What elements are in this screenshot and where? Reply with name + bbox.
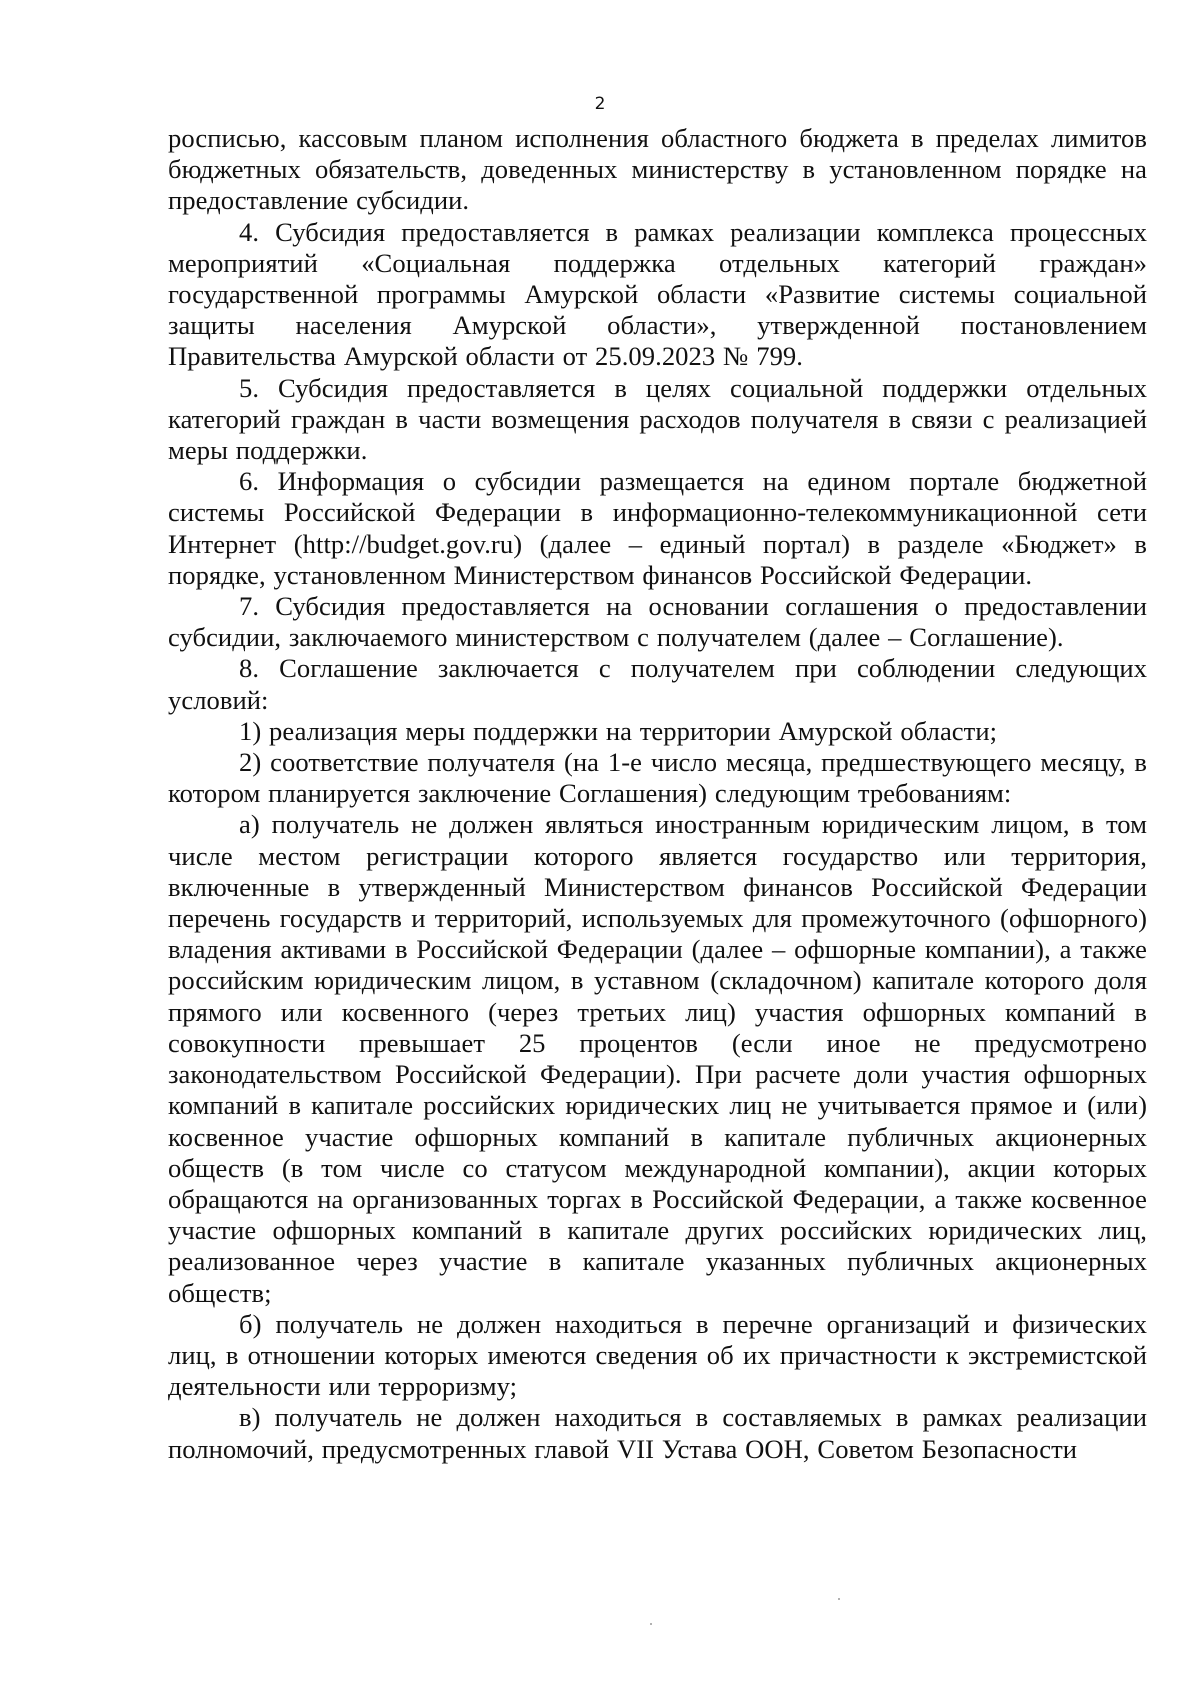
paragraph-8-item-2: 2) соответствие получателя (на 1-е число месяца, предшествующего месяцу, в котором планируется заключение Соглашения) следующим требованиям: [168, 747, 1147, 809]
paragraph-8-item-1: 1) реализация меры поддержки на территории Амурской области; [239, 715, 998, 746]
paragraph-8: 8. Соглашение заключается с получателем при соблюдении следующих условий: [168, 653, 1147, 715]
paragraph-4: 4. Субсидия предоставляется в рамках реализации комплекса процессных мероприятий «Социальная поддержка отдельных категорий граждан» государственной программы Амурской области «Развитие системы социальной защиты населения Амурской области», утвержденной постановлением Правительства Амурской области от 25.09.2023 № 799. [168, 216, 1147, 372]
document-body [168, 123, 1147, 1465]
paragraph-5: 5. Субсидия предоставляется в целях социальной поддержки отдельных категорий граждан в части возмещения расходов получателя в связи с реализацией меры поддержки. [168, 372, 1147, 466]
paragraph-7: 7. Субсидия предоставляется на основании соглашения о предоставлении субсидии, заключаемого министерством с получателем (далее – Соглашение). [168, 591, 1147, 653]
paragraph-budget-limits: росписью, кассовым планом исполнения областного бюджета в пределах лимитов бюджетных обязательств, доведенных министерству в установленном порядке на предоставление субсидии. [168, 123, 1147, 216]
paragraph-8-item-2v: в) получатель не должен находиться в составляемых в рамках реализации полномочий, предусмотренных главой VII Устава ООН, Советом Безопасности [168, 1402, 1147, 1464]
scan-artifact-dot [650, 1623, 652, 1625]
paragraph-8-item-2a: а) получатель не должен являться иностранным юридическим лицом, в том числе местом регистрации которого является государство или территория, включенные в утвержденный Министерством финансов Российской Федерации перечень государств и территорий, используемых для промежуточного (офшорного) владения активами в Российской Федерации (далее – офшорные компании), а также российским юридическим лицом, в уставном (складочном) капитале которого доля прямого или косвенного (через третьих лиц) участия офшорных компаний в совокупности превышает 25 процентов (если иное не предусмотрено законодательством Российской Федерации). При расчете доли участия офшорных компаний в капитале российских юридических лиц не учитывается прямое и (или) косвенное участие офшорных компаний в капитале публичных акционерных обществ (в том числе со статусом международной компании), акции которых обращаются на организованных торгах в Российской Федерации, а также косвенное участие офшорных компаний в капитале других российских юридических лиц, реализованное через участие в капитале указанных публичных акционерных обществ; [168, 809, 1147, 1308]
scan-artifact-dot [838, 1598, 840, 1600]
paragraph-6: 6. Информация о субсидии размещается на едином портале бюджетной системы Российской Федерации в информационно-телекоммуникационной сети Интернет (http://budget.gov.ru) (далее – единый портал) в разделе «Бюджет» в порядке, установленном Министерством финансов Российской Федерации. [168, 466, 1147, 590]
page-number: 2 [594, 94, 606, 114]
paragraph-8-item-2b: б) получатель не должен находиться в перечне организаций и физических лиц, в отношении которых имеются сведения об их причастности к экстремистской деятельности или терроризму; [168, 1308, 1147, 1402]
